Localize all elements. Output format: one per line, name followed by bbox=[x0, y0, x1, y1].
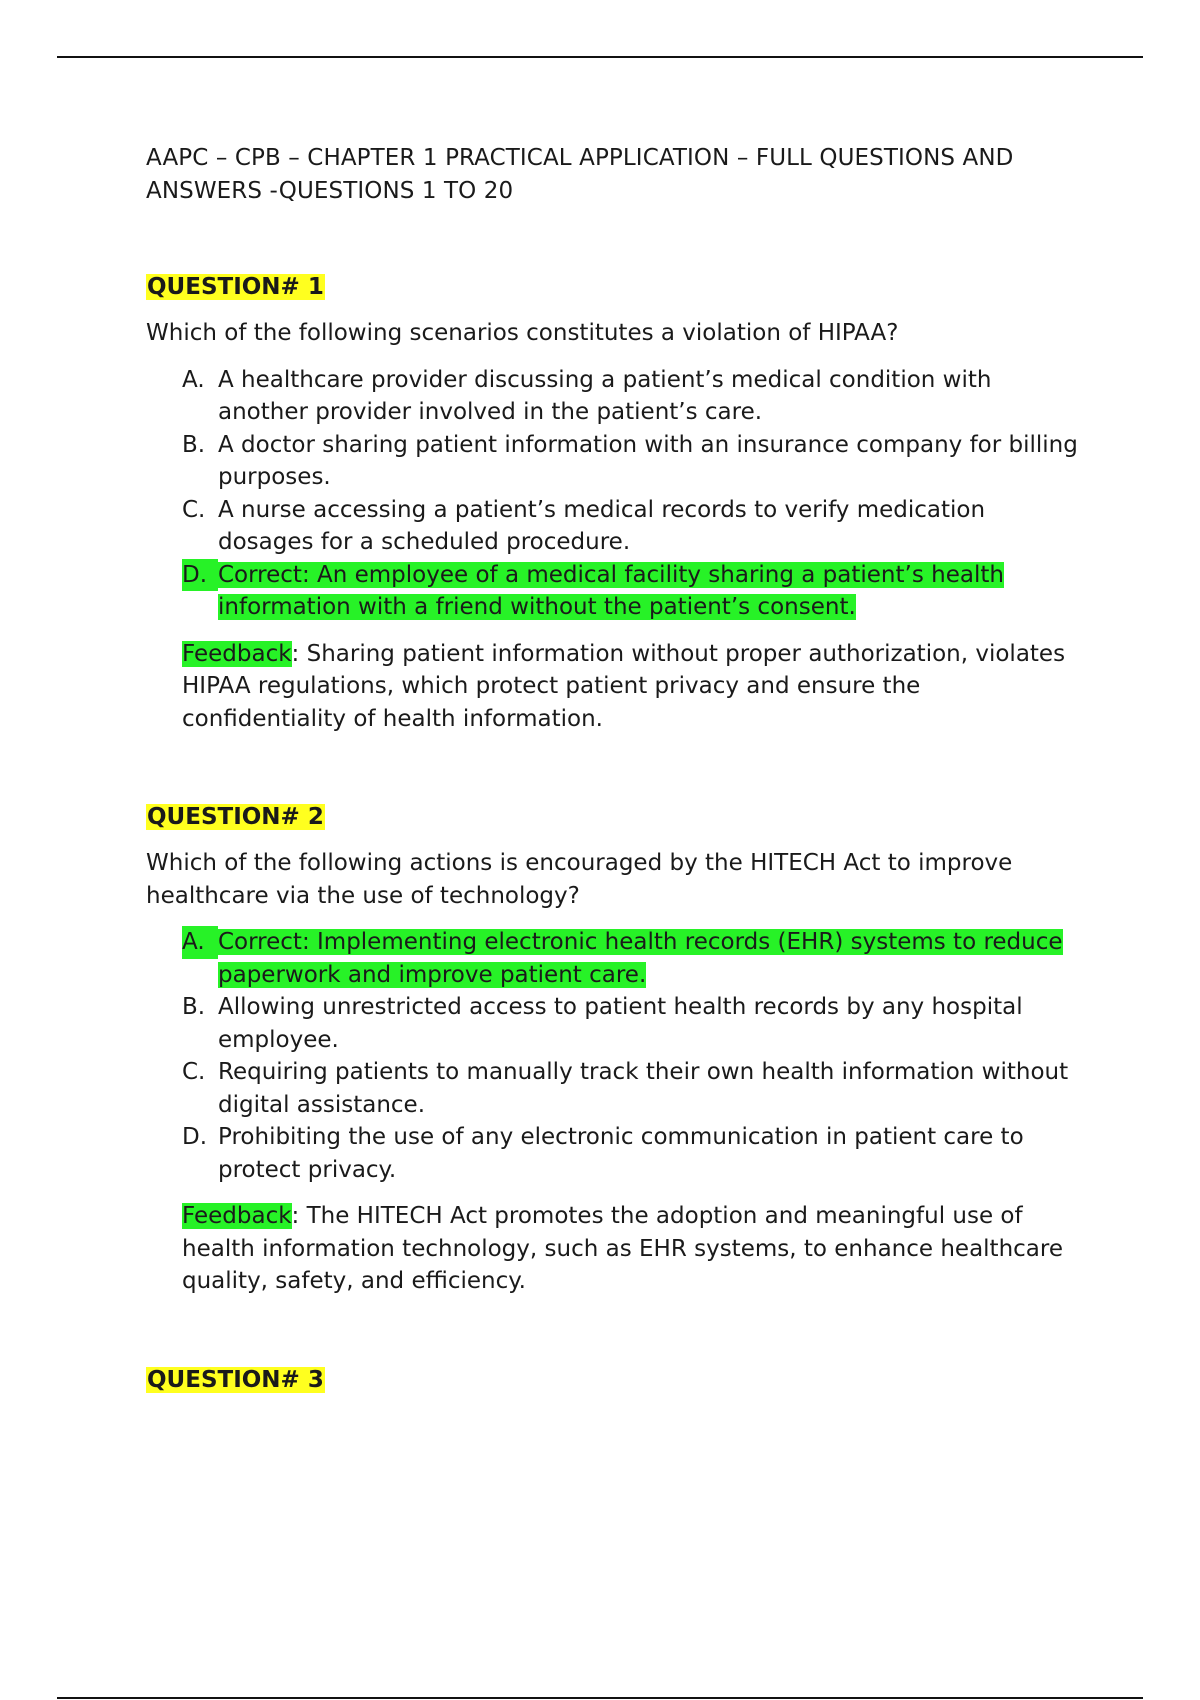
feedback bbox=[182, 1200, 1086, 1298]
option-text: Allowing unrestricted access to patient health records by any hospital employee. bbox=[218, 994, 1023, 1053]
option-text: Prohibiting the use of any electronic communication in patient care to protect privacy. bbox=[218, 1124, 1024, 1183]
option-letter: B. bbox=[182, 431, 206, 458]
answer-option-b bbox=[182, 991, 1086, 1056]
answer-options bbox=[146, 926, 1086, 1186]
option-text: Requiring patients to manually track their own health information without digital assistance. bbox=[218, 1059, 1069, 1118]
feedback-text: : The HITECH Act promotes the adoption and meaningful use of health information technology, such as EHR systems, to enhance healthcare quality, safety, and efficiency. bbox=[182, 1203, 1063, 1294]
question-2 bbox=[146, 801, 1086, 1298]
question-text: Which of the following scenarios constitutes a violation of HIPAA? bbox=[146, 320, 899, 346]
answer-options bbox=[146, 364, 1086, 624]
question-text: Which of the following actions is encouraged by the HITECH Act to improve healthcare via the use of technology? bbox=[146, 850, 1013, 909]
option-text-wrapper bbox=[218, 926, 1086, 991]
answer-option-a-correct bbox=[182, 926, 1086, 991]
answer-option-a bbox=[182, 364, 1086, 429]
question-heading-label: QUESTION# 1 bbox=[147, 274, 324, 300]
option-letter: A. bbox=[182, 926, 218, 959]
feedback bbox=[182, 638, 1086, 736]
option-text: A healthcare provider discussing a patient’s medical condition with another provider involved in the patient’s care. bbox=[218, 366, 992, 425]
question-heading bbox=[146, 1364, 1086, 1396]
feedback-label: Feedback bbox=[182, 640, 292, 667]
question-heading-label: QUESTION# 2 bbox=[147, 804, 324, 830]
option-text: A nurse accessing a patient’s medical records to verify medication dosages for a scheduled procedure. bbox=[218, 496, 986, 555]
feedback-label: Feedback bbox=[182, 1203, 292, 1229]
option-letter: B. bbox=[182, 994, 206, 1020]
document-title: AAPC – CPB – CHAPTER 1 PRACTICAL APPLICATION – FULL QUESTIONS AND ANSWERS -QUESTIONS 1 TO 20 bbox=[146, 145, 1014, 204]
option-letter: D. bbox=[182, 559, 218, 592]
answer-option-c bbox=[182, 494, 1086, 559]
header-rule bbox=[57, 56, 1143, 58]
answer-option-c bbox=[182, 1056, 1086, 1121]
option-letter: A. bbox=[182, 366, 205, 393]
correct-answer-text: Correct: An employee of a medical facility sharing a patient’s health information with a friend without the patient’s consent. bbox=[218, 561, 1004, 620]
option-text: A doctor sharing patient information with an insurance company for billing purposes. bbox=[218, 431, 1078, 490]
question-heading-label: QUESTION# 3 bbox=[147, 1366, 324, 1393]
answer-option-d bbox=[182, 1121, 1086, 1186]
option-letter: C. bbox=[182, 1059, 206, 1085]
question-heading bbox=[146, 271, 1086, 303]
option-text-wrapper bbox=[218, 559, 1086, 624]
answer-option-d-correct bbox=[182, 559, 1086, 624]
question-heading bbox=[146, 801, 1086, 833]
question-3 bbox=[146, 1364, 1086, 1396]
question-1 bbox=[146, 271, 1086, 735]
answer-option-b bbox=[182, 429, 1086, 494]
option-letter: C. bbox=[182, 496, 206, 523]
footer-rule bbox=[57, 1697, 1143, 1699]
feedback-text: : Sharing patient information without proper authorization, violates HIPAA regulations, which protect patient privacy and ensure the confidentiality of health information. bbox=[182, 640, 1066, 732]
document-body bbox=[146, 142, 1086, 1396]
option-letter: D. bbox=[182, 1124, 208, 1150]
correct-answer-text: Correct: Implementing electronic health records (EHR) systems to reduce paperwork and improve patient care. bbox=[218, 929, 1063, 988]
